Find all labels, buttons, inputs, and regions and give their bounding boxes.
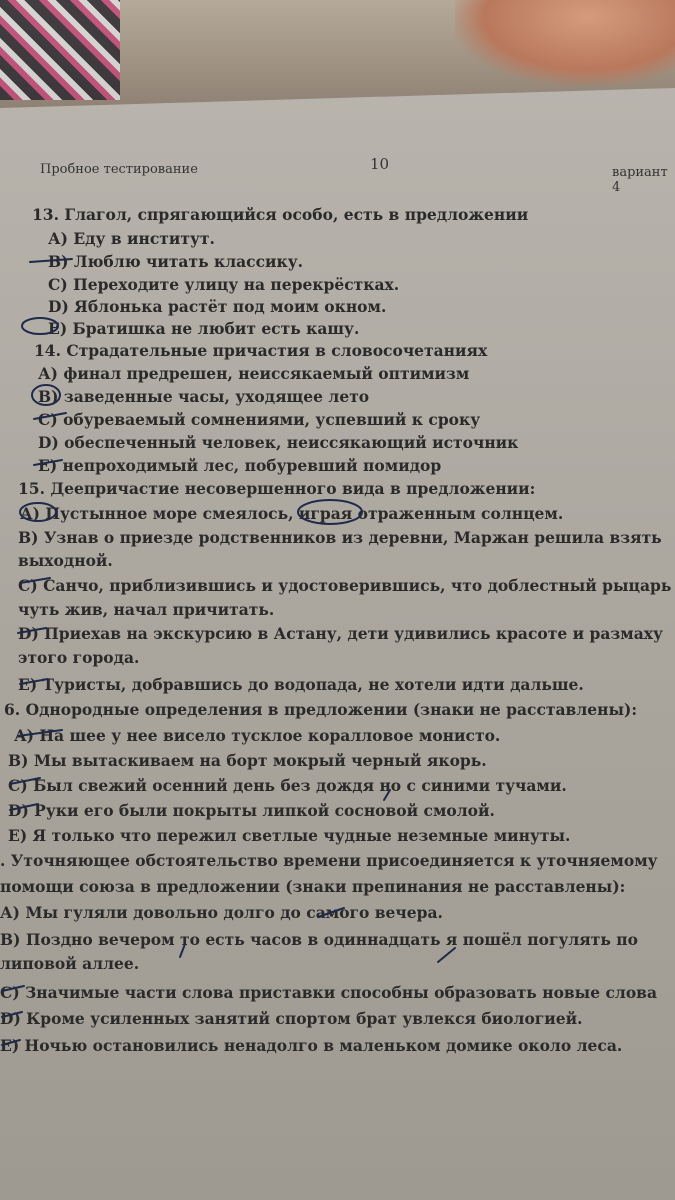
option-15-a: А) Пустынное море смеялось, играя отраженным солнцем. [20,504,564,523]
option-17-c: С) Значимые части слова приставки способны образовать новые слова [0,983,657,1002]
option-14-e: Е) непроходимый лес, побуревший помидор [38,456,442,475]
option-17-b-line1: В) Поздно вечером то есть часов в одиннадцать я пошёл погулять по [0,930,638,949]
option-15-c-line2: чуть жив, начал причитать. [18,600,275,619]
option-15-b-line2: выходной. [18,551,113,570]
option-14-b: В) заведенные часы, уходящее лето [38,387,370,406]
option-17-b-line2: липовой аллее. [0,954,140,973]
option-14-a: А) финал предрешен, неиссякаемый оптимизм [38,364,470,383]
question-13: 13. Глагол, спрягающийся особо, есть в предложении [32,205,529,224]
header-right: вариант 4 [612,165,668,195]
question-17-line1: . Уточняющее обстоятельство времени присоединяется к уточняемому [0,851,658,870]
option-16-b: В) Мы вытаскиваем на борт мокрый черный якорь. [8,751,487,770]
page-number: 10 [370,155,390,173]
option-16-e: Е) Я только что пережил светлые чудные неземные минуты. [8,826,571,845]
option-13-c: С) Переходите улицу на перекрёстках. [48,275,400,294]
question-15: 15. Деепричастие несовершенного вида в предложении: [18,479,536,498]
option-16-d: D) Руки его были покрыты липкой сосновой смолой. [8,801,495,820]
option-15-d-line2: этого города. [18,648,140,667]
option-13-d: D) Яблонька растёт под моим окном. [48,297,387,316]
option-16-c: С) Был свежий осенний день без дождя но с синими тучами. [8,776,567,795]
question-16: 6. Однородные определения в предложении (знаки не расставлены): [4,700,638,719]
question-17-line2: помощи союза в предложении (знаки препинания не расставлены): [0,877,626,896]
option-15-e: Е) Туристы, добравшись до водопада, не хотели идти дальше. [18,675,584,694]
option-13-a: А) Еду в институт. [48,229,215,248]
option-15-c-line1: С) Санчо, приблизившись и удостоверившись, что доблестный рыцарь [18,576,672,595]
question-14: 14. Страдательные причастия в словосочетаниях [34,341,488,360]
option-16-a: А) На шее у нее висело тусклое коралловое монисто. [14,726,501,745]
option-17-e: Е) Ночью остановились ненадолго в маленьком домике около леса. [0,1036,623,1055]
option-13-e: Е) Братишка не любит есть кашу. [48,319,360,338]
header-left: Пробное тестирование [40,162,198,177]
option-15-d-line1: D) Приехав на экскурсию в Астану, дети удивились красоте и размаху [18,624,663,643]
option-13-b: В) Люблю читать классику. [48,252,304,271]
option-15-b-line1: В) Узнав о приезде родственников из деревни, Маржан решила взять [18,528,662,547]
fabric-pattern [0,0,120,100]
option-17-d: D) Кроме усиленных занятий спортом брат увлекся биологией. [0,1009,583,1028]
option-14-c: С) обуреваемый сомнениями, успевший к сроку [38,410,481,429]
option-14-d: D) обеспеченный человек, неиссякающий источник [38,433,519,452]
foot-photo-region [455,0,675,85]
option-17-a: А) Мы гуляли довольно долго до самого вечера. [0,903,443,922]
